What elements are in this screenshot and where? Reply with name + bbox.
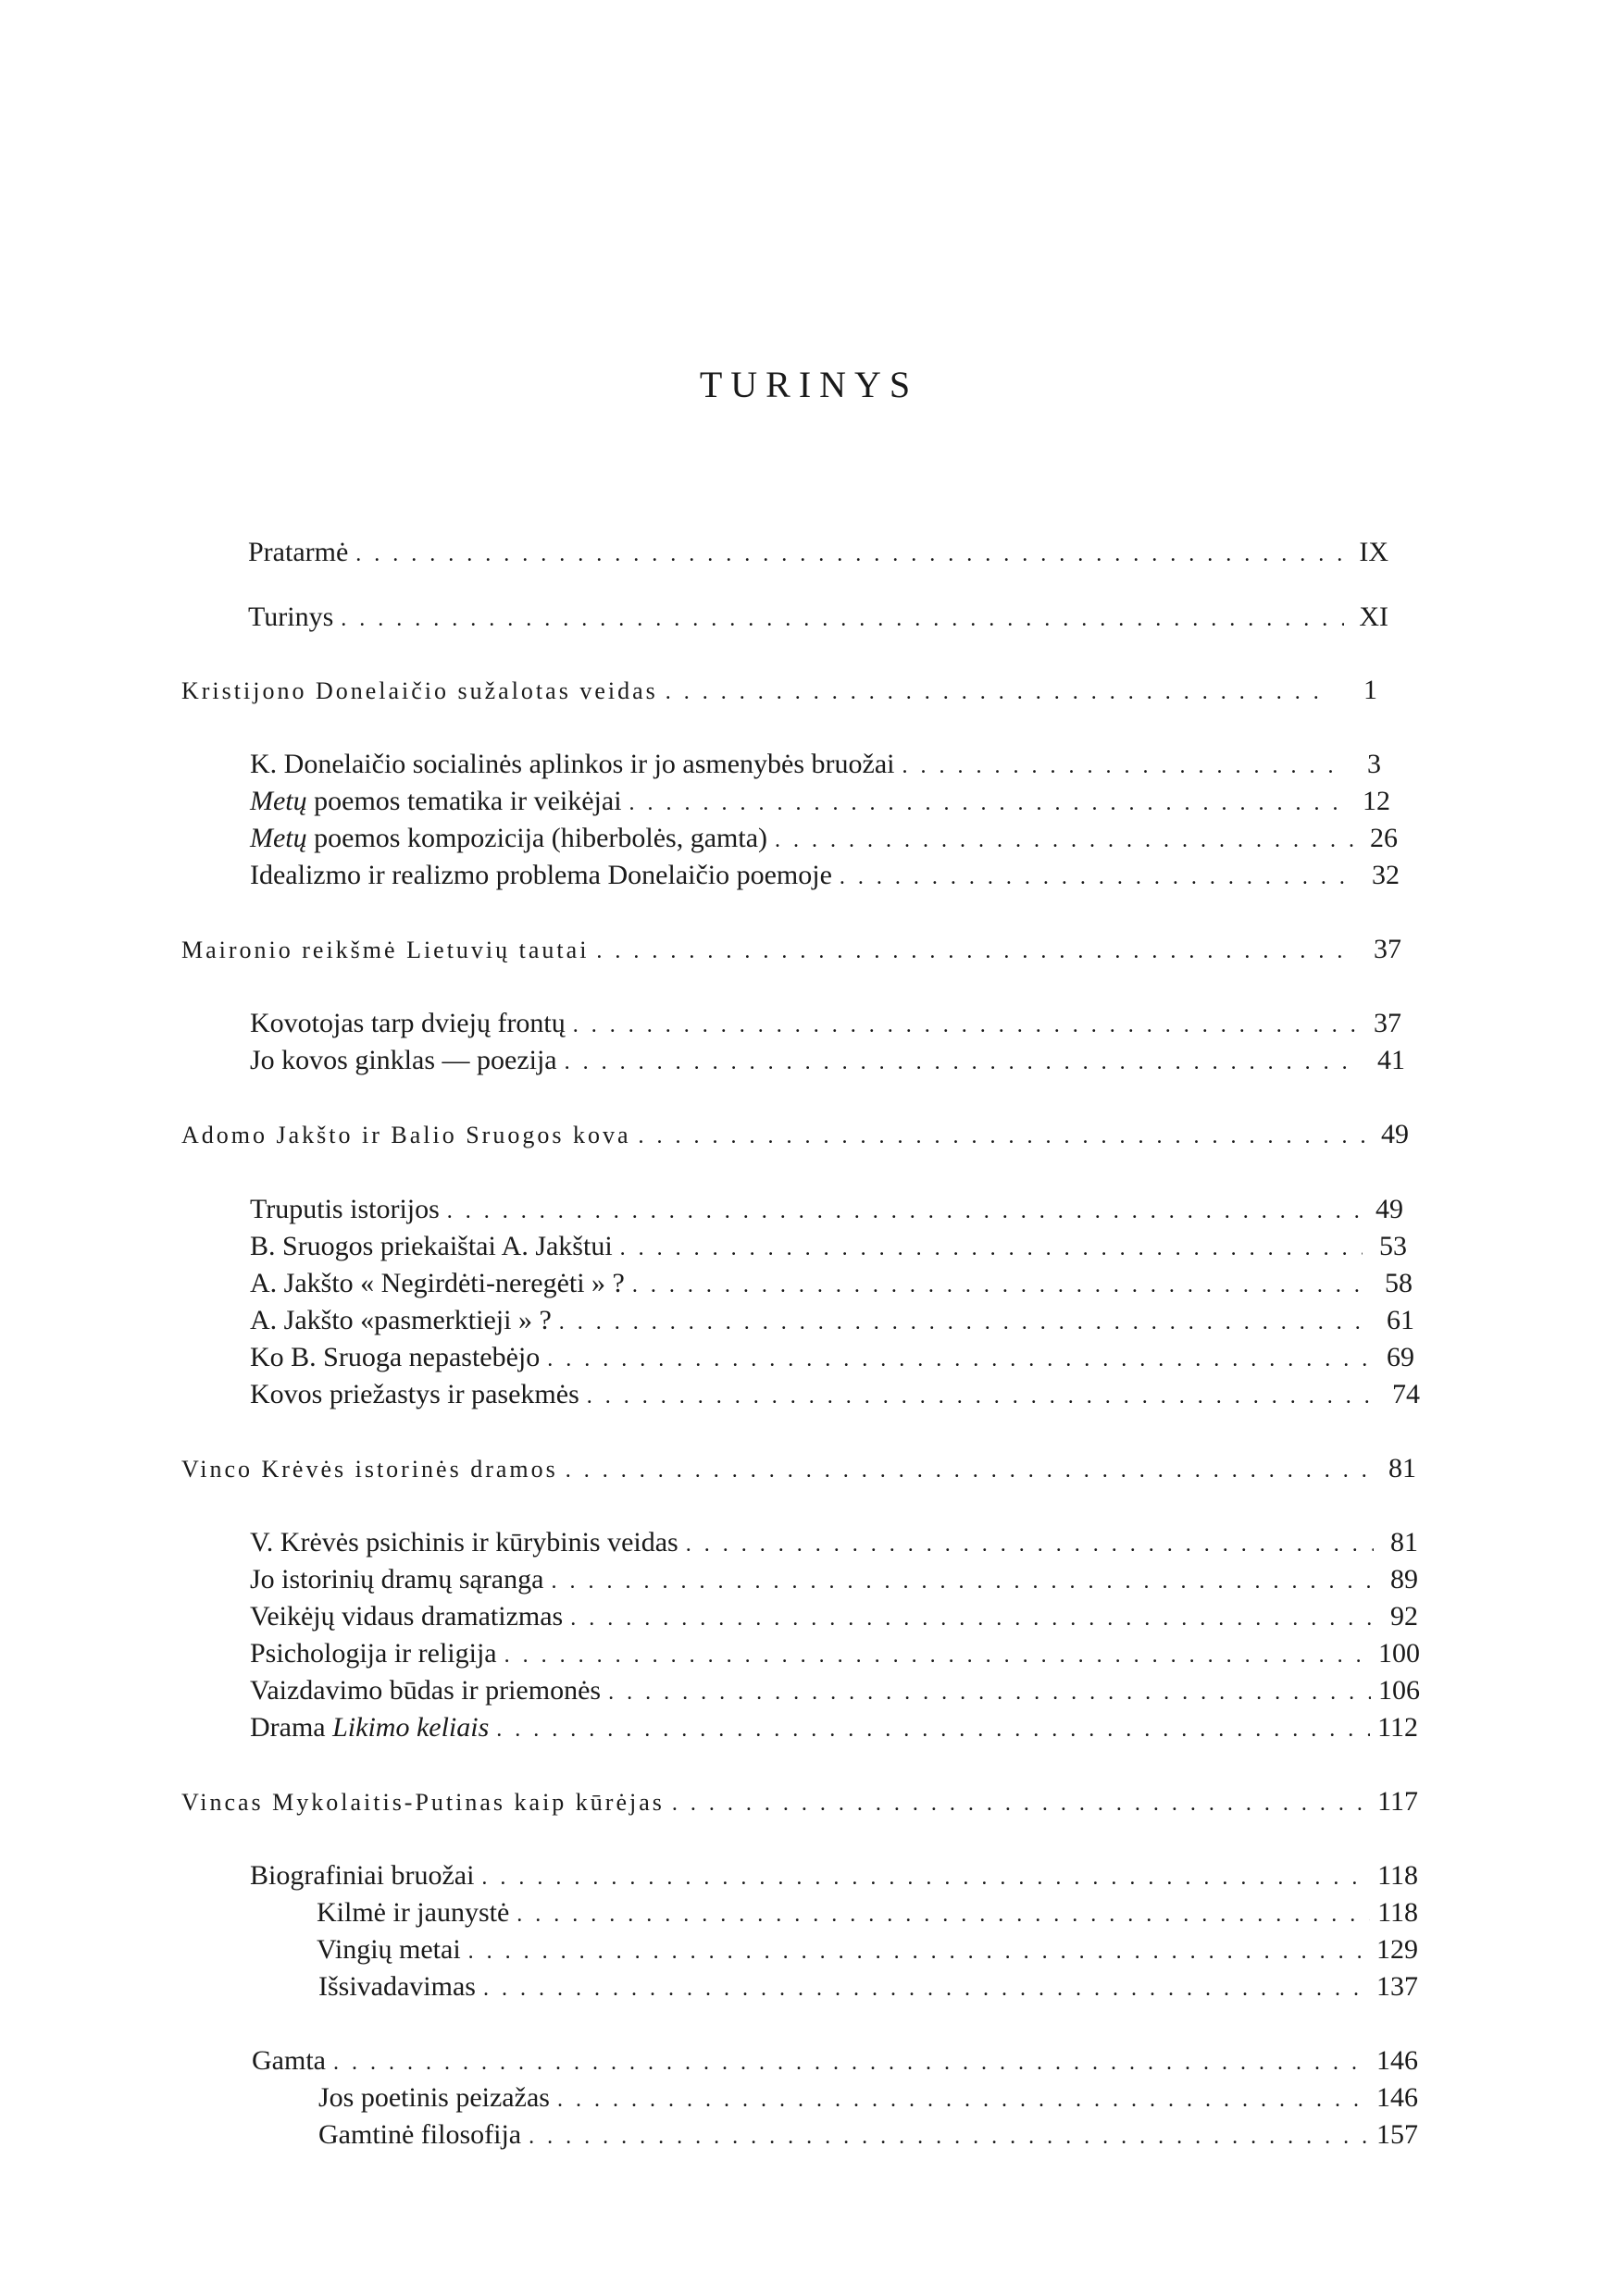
toc-entry-page: 146: [1376, 2082, 1418, 2113]
toc-entry-label: V. Krėvės psichinis ir kūrybinis veidas: [250, 1527, 678, 1558]
toc-entry-page: 146: [1376, 2045, 1418, 2076]
toc-entry-label: Idealizmo ir realizmo problema Donelaičio poemoje: [250, 860, 832, 890]
toc-leader-dots: [775, 822, 1353, 859]
toc-entry-page: 106: [1378, 1675, 1420, 1706]
toc-entry-page: 100: [1378, 1638, 1420, 1669]
toc-entry-label: Kilmė ir jaunystė: [317, 1897, 510, 1928]
toc-leader-dots: [529, 2118, 1369, 2155]
toc-leader-dots: [632, 1267, 1368, 1304]
toc-entry-page: IX: [1359, 537, 1388, 567]
toc-entry: [250, 1339, 1414, 1376]
toc-leader-dots: [587, 1378, 1375, 1415]
toc-leader-dots: [686, 1526, 1374, 1563]
toc-leader-dots: [355, 536, 1344, 573]
toc-entry: [250, 1598, 1418, 1635]
toc-chapter: [181, 1450, 1416, 1487]
toc-entry-page: 157: [1376, 2119, 1418, 2150]
toc-chapter-page: 1: [1363, 675, 1377, 705]
toc-entry-page: 92: [1390, 1601, 1418, 1632]
toc-leader-dots: [620, 1230, 1363, 1267]
toc-entry-label: Truputis istorijos: [250, 1194, 440, 1224]
toc-entry-page: 137: [1376, 1971, 1418, 2002]
toc-entry-page: 89: [1390, 1564, 1418, 1595]
toc-entry: [318, 1968, 1418, 2005]
toc-entry-label: Psichologija ir religija: [250, 1638, 497, 1669]
toc-entry-italic-title: Metų: [250, 823, 307, 853]
toc-chapter-page: 49: [1381, 1119, 1409, 1149]
toc-leader-dots: [573, 1007, 1357, 1044]
toc-entry-italic-title: Likimo keliais: [332, 1712, 490, 1743]
toc-entry-page: XI: [1359, 602, 1388, 632]
toc-entry-label: Biografiniai bruožai: [250, 1860, 475, 1891]
toc-entry: [248, 599, 1388, 636]
toc-entry-page: 37: [1374, 1008, 1401, 1038]
toc-entry-label-rest: poemos kompozicija (hiberbolės, gamta): [306, 823, 767, 853]
toc-chapter-label: Vincas Mykolaitis-Putinas kaip kūrėjas: [181, 1789, 665, 1816]
toc-entry-label-rest: Drama: [250, 1712, 333, 1743]
toc-leader-dots: [481, 1859, 1370, 1896]
toc-chapter-page: 81: [1388, 1453, 1416, 1483]
toc-entry-page: 118: [1377, 1897, 1418, 1928]
toc-entry-page: 41: [1377, 1045, 1405, 1075]
toc-leader-dots: [447, 1193, 1359, 1230]
toc-entry-page: 69: [1387, 1342, 1414, 1372]
toc-entry-label: Gamta: [252, 2045, 326, 2076]
toc-entry-label: B. Sruogos priekaištai A. Jakštui: [250, 1231, 613, 1261]
toc-leader-dots: [902, 748, 1338, 785]
toc-leader-dots: [504, 1637, 1371, 1674]
toc-entry-label: [250, 783, 622, 820]
toc-entry-page: 118: [1377, 1860, 1418, 1891]
toc-entry-label: K. Donelaičio socialinės aplinkos ir jo asmenybės bruožai: [250, 749, 895, 779]
toc-entry: [250, 857, 1400, 894]
toc-entry: [250, 1857, 1418, 1894]
toc-entry-page: 32: [1372, 860, 1400, 890]
toc-chapter-page: 37: [1374, 934, 1401, 964]
toc-leader-dots: [483, 1970, 1369, 2007]
toc-leader-dots: [557, 2081, 1369, 2118]
toc-entry-page: 74: [1392, 1379, 1420, 1409]
toc-entry: [318, 2116, 1418, 2153]
toc-entry-page: 112: [1377, 1712, 1418, 1743]
toc-entry-label: Veikėjų vidaus dramatizmas: [250, 1601, 564, 1632]
toc-entry-page: 12: [1363, 786, 1390, 816]
toc-entry: [250, 1228, 1407, 1265]
toc-entry: [250, 1376, 1420, 1413]
toc-entry-page: 61: [1387, 1305, 1414, 1335]
toc-entry-label: Kovos priežastys ir pasekmės: [250, 1379, 579, 1409]
toc-entry: [250, 1561, 1418, 1598]
toc-entry-page: 49: [1375, 1194, 1403, 1224]
toc-entry-label: Ko B. Sruoga nepastebėjo: [250, 1342, 541, 1372]
toc-entry: [250, 1005, 1401, 1042]
toc-entry-page: 81: [1390, 1527, 1418, 1558]
toc-entry-label: Vaizdavimo būdas ir priemonės: [250, 1675, 602, 1706]
toc-leader-dots: [551, 1563, 1374, 1600]
toc-entry: [250, 1524, 1418, 1561]
toc-entry: [252, 2042, 1418, 2079]
toc-chapter-page: 117: [1377, 1786, 1418, 1817]
toc-entry-label-rest: poemos tematika ir veikėjai: [306, 786, 622, 816]
toc-chapter-label: Adomo Jakšto ir Balio Sruogos kova: [181, 1122, 631, 1148]
toc-entry: [250, 1265, 1413, 1302]
toc-leader-dots: [672, 1785, 1370, 1822]
toc-entry: [250, 746, 1381, 783]
toc-leader-dots: [333, 2044, 1369, 2081]
toc-entry: [250, 1709, 1418, 1746]
toc-entry-label: Turinys: [248, 602, 334, 632]
toc-entry: [250, 1302, 1414, 1339]
toc-entry: [248, 534, 1388, 571]
toc-entry-page: 3: [1367, 749, 1381, 779]
toc-entry-label: Kovotojas tarp dviejų frontų: [250, 1008, 566, 1038]
toc-entry: [318, 2079, 1418, 2116]
toc-leader-dots: [840, 859, 1355, 896]
toc-entry-label: Vingių metai: [317, 1934, 461, 1965]
toc-leader-dots: [666, 674, 1333, 711]
toc-entry-label: [250, 820, 767, 857]
toc-entry: [250, 1042, 1405, 1079]
toc-entry-label: [250, 1709, 489, 1746]
toc-entry: [250, 1191, 1403, 1228]
toc-leader-dots: [596, 933, 1357, 970]
toc-leader-dots: [341, 601, 1344, 638]
toc-leader-dots: [639, 1118, 1365, 1155]
toc-chapter: [181, 931, 1401, 968]
toc-chapter-label: Kristijono Donelaičio sužalotas veidas: [181, 677, 658, 704]
toc-entry-label: Išsivadavimas: [318, 1971, 476, 2002]
toc-leader-dots: [565, 1044, 1361, 1081]
toc-entry-page: 26: [1370, 823, 1398, 853]
toc-entry: [250, 783, 1390, 820]
toc-leader-dots: [608, 1674, 1371, 1711]
toc-entry-label: A. Jakšto «pasmerktieji » ?: [250, 1305, 552, 1335]
toc-leader-dots: [570, 1600, 1374, 1637]
toc-chapter-label: Maironio reikšmė Lietuvių tautai: [181, 937, 590, 963]
toc-entry: [250, 1635, 1420, 1672]
toc-entry-page: 129: [1376, 1934, 1418, 1965]
toc-chapter-label: Vinco Krėvės istorinės dramos: [181, 1456, 558, 1483]
toc-leader-dots: [517, 1896, 1370, 1933]
toc-entry-label: A. Jakšto « Negirdėti-neregėti » ?: [250, 1268, 625, 1298]
toc-entry: [317, 1931, 1418, 1968]
toc-entry-label: Gamtinė filosofija: [318, 2119, 522, 2150]
toc-entry-label: Jos poetinis peizažas: [318, 2082, 550, 2113]
toc-leader-dots: [547, 1341, 1370, 1378]
toc-leader-dots: [468, 1933, 1369, 1970]
toc-leader-dots: [566, 1452, 1372, 1489]
toc-entry: [317, 1894, 1418, 1931]
page-title: TURINYS: [699, 364, 919, 405]
toc-entry-page: 58: [1385, 1268, 1413, 1298]
toc-entry-label: Jo istorinių dramų sąranga: [250, 1564, 544, 1595]
toc-leader-dots: [496, 1711, 1370, 1748]
toc-entry: [250, 820, 1398, 857]
toc-entry: [250, 1672, 1420, 1709]
toc-chapter: [181, 1783, 1418, 1820]
toc-chapter: [181, 672, 1377, 709]
toc-entry-italic-title: Metų: [250, 786, 307, 816]
toc-chapter: [181, 1116, 1409, 1153]
toc-leader-dots: [559, 1304, 1370, 1341]
toc-entry-label: Jo kovos ginklas — poezija: [250, 1045, 557, 1075]
toc-entry-page: 53: [1379, 1231, 1407, 1261]
toc-leader-dots: [629, 785, 1346, 822]
toc-entry-label: Pratarmė: [248, 537, 349, 567]
